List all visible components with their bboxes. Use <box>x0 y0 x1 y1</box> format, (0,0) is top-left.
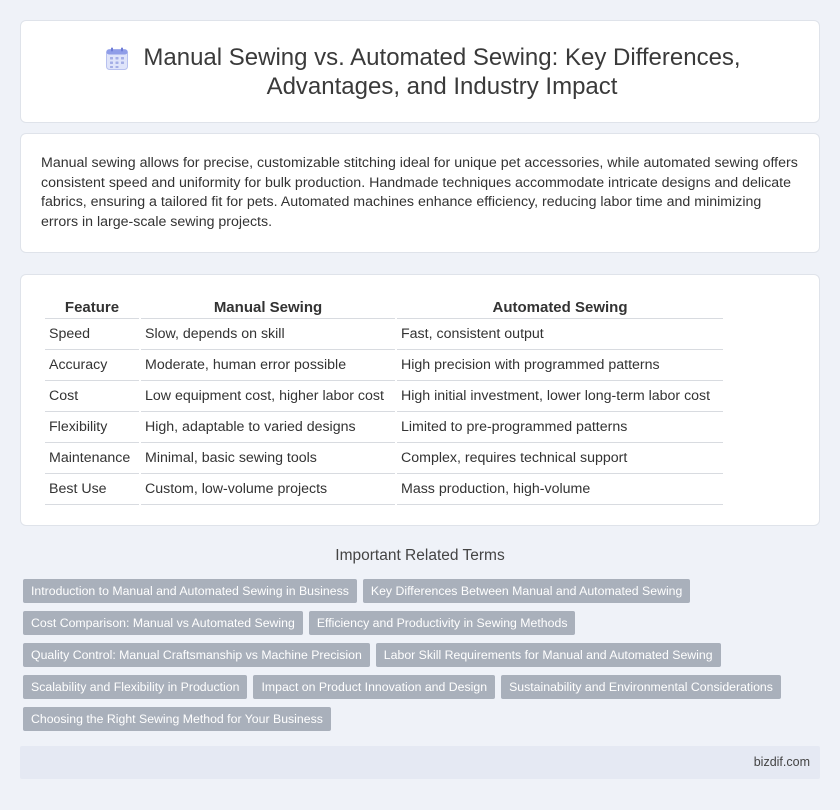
column-header-manual: Manual Sewing <box>141 297 395 319</box>
related-term-link[interactable]: Sustainability and Environmental Considerations <box>501 675 781 699</box>
comparison-table <box>43 297 725 505</box>
tag-row <box>23 611 803 635</box>
table-row <box>45 350 723 381</box>
tag-row <box>23 643 803 667</box>
related-term-link[interactable]: Cost Comparison: Manual vs Automated Sewing <box>23 611 303 635</box>
table-cell: Maintenance <box>45 443 139 474</box>
table-row <box>45 443 723 474</box>
table-cell: Slow, depends on skill <box>141 319 395 350</box>
table-cell: Limited to pre-programmed patterns <box>397 412 723 443</box>
table-cell: Custom, low-volume projects <box>141 474 395 505</box>
related-term-link[interactable]: Impact on Product Innovation and Design <box>253 675 495 699</box>
column-header-automated: Automated Sewing <box>397 297 723 319</box>
table-row <box>45 319 723 350</box>
related-term-link[interactable]: Key Differences Between Manual and Automated Sewing <box>363 579 691 603</box>
column-header-feature: Feature <box>45 297 139 319</box>
table-cell: Speed <box>45 319 139 350</box>
intro-card <box>20 133 820 253</box>
table-cell: Cost <box>45 381 139 412</box>
site-name[interactable]: bizdif.com <box>753 755 810 769</box>
footer <box>20 746 820 779</box>
table-cell: High initial investment, lower long-term labor cost <box>397 381 723 412</box>
table-row <box>45 412 723 443</box>
table-cell: Complex, requires technical support <box>397 443 723 474</box>
tag-row <box>23 675 803 699</box>
table-cell: Mass production, high-volume <box>397 474 723 505</box>
table-cell: Fast, consistent output <box>397 319 723 350</box>
tag-row <box>23 707 803 731</box>
page-title: Manual Sewing vs. Automated Sewing: Key Differences, Advantages, and Industry Impact <box>143 43 741 100</box>
table-row <box>45 381 723 412</box>
table-row <box>45 474 723 505</box>
related-terms-list <box>23 579 803 739</box>
related-term-link[interactable]: Introduction to Manual and Automated Sewing in Business <box>23 579 357 603</box>
table-cell: High precision with programmed patterns <box>397 350 723 381</box>
table-cell: Moderate, human error possible <box>141 350 395 381</box>
related-term-link[interactable]: Quality Control: Manual Craftsmanship vs Machine Precision <box>23 643 370 667</box>
table-cell: High, adaptable to varied designs <box>141 412 395 443</box>
related-term-link[interactable]: Scalability and Flexibility in Production <box>23 675 247 699</box>
related-term-link[interactable]: Labor Skill Requirements for Manual and Automated Sewing <box>376 643 721 667</box>
header-card <box>20 20 820 123</box>
related-term-link[interactable]: Choosing the Right Sewing Method for Your Business <box>23 707 331 731</box>
table-cell: Flexibility <box>45 412 139 443</box>
comparison-card <box>20 274 820 526</box>
table-header-row <box>45 297 723 319</box>
tag-row <box>23 579 803 603</box>
related-term-link[interactable]: Efficiency and Productivity in Sewing Methods <box>309 611 576 635</box>
table-cell: Minimal, basic sewing tools <box>141 443 395 474</box>
related-terms-heading: Important Related Terms <box>335 547 505 564</box>
table-cell: Accuracy <box>45 350 139 381</box>
intro-paragraph: Manual sewing allows for precise, customizable stitching ideal for unique pet accessories, while automated sewing offers consistent speed and uniformity for bulk production. Handmade techniques accommodate intricate designs and delicate fabrics, ensuring a tailored fit for pets. Automated machines enhance efficiency, reducing labor time and minimizing errors in large-scale sewing projects. <box>41 155 798 230</box>
table-cell: Low equipment cost, higher labor cost <box>141 381 395 412</box>
table-cell: Best Use <box>45 474 139 505</box>
